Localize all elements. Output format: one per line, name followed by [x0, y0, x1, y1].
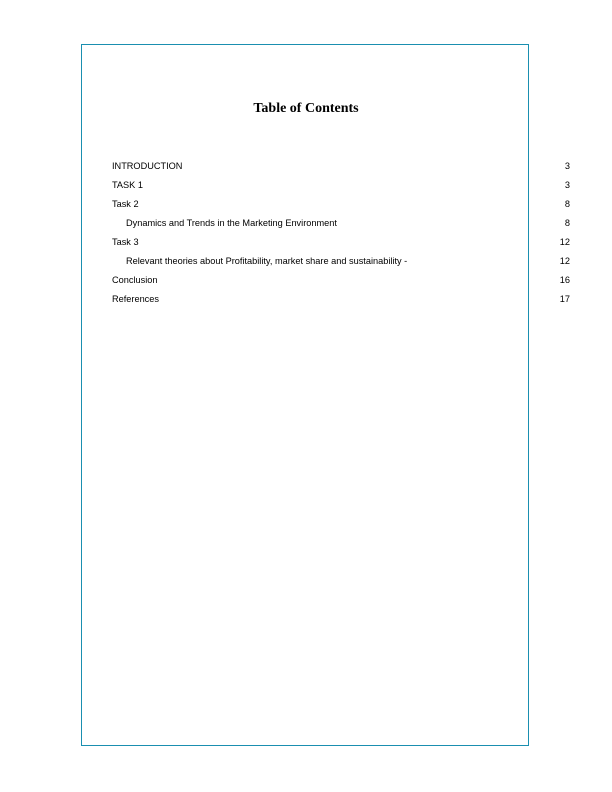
toc-entry-label: Conclusion — [112, 275, 158, 285]
toc-entry-label: INTRODUCTION — [112, 161, 183, 171]
toc-entry-label: Relevant theories about Profitability, market share and sustainability - — [126, 256, 408, 266]
toc-entry-conclusion[interactable] — [112, 271, 570, 290]
toc-entry-task-2[interactable] — [112, 195, 570, 214]
toc-entry-task-3[interactable] — [112, 233, 570, 252]
toc-entry-label: References — [112, 294, 159, 304]
toc-page-number: 17 — [559, 294, 570, 304]
toc-page-number: 12 — [559, 237, 570, 247]
page-border — [81, 44, 529, 746]
toc-title: Table of Contents — [253, 101, 359, 116]
toc-page-number: 12 — [559, 256, 570, 266]
toc-page-number: 3 — [564, 161, 570, 171]
toc-entry-label: Task 3 — [112, 237, 139, 247]
toc-entry-task-1[interactable] — [112, 176, 570, 195]
toc-entry-label: TASK 1 — [112, 180, 143, 190]
toc-entry-label: Task 2 — [112, 199, 139, 209]
toc-list — [112, 157, 570, 309]
toc-entry-introduction[interactable] — [112, 157, 570, 176]
toc-entry-relevant-theories[interactable] — [112, 252, 570, 271]
toc-page-number: 8 — [564, 199, 570, 209]
toc-entry-references[interactable] — [112, 290, 570, 309]
toc-entry-dynamics-and-trends[interactable] — [112, 214, 570, 233]
toc-page-number: 16 — [559, 275, 570, 285]
toc-page-number: 8 — [564, 218, 570, 228]
toc-page-number: 3 — [564, 180, 570, 190]
toc-entry-label: Dynamics and Trends in the Marketing Environment — [126, 218, 337, 228]
